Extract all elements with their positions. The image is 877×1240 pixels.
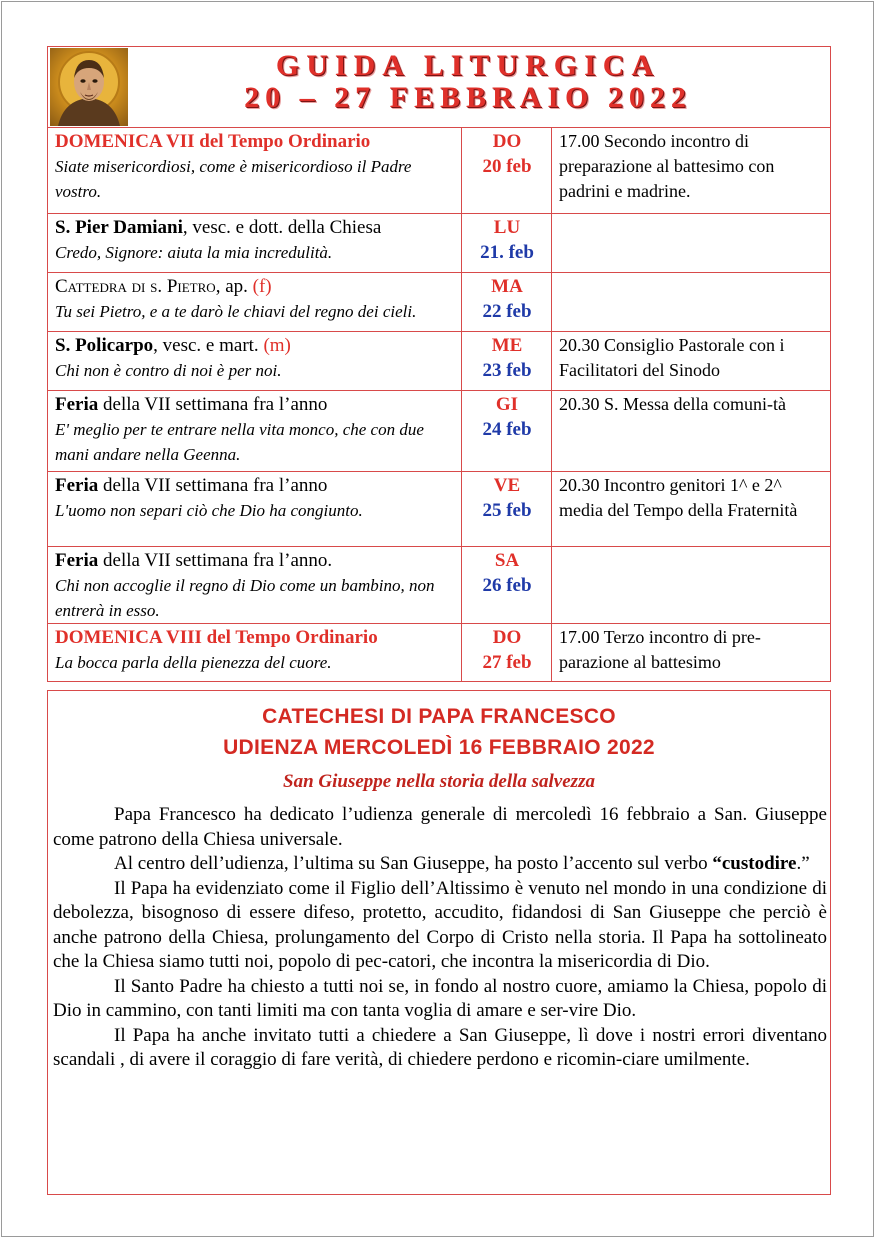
feast-rank: , vesc. e dott. della Chiesa — [182, 217, 382, 238]
event-cell — [552, 214, 831, 273]
paragraph: Il Santo Padre ha chiesto a tutti noi se, in fondo al nostro cuore, amiamo la Chiesa, popolo di Dio in cammino, con tanti limiti ma con tanta voglia di amare e ser-vire Dio. — [53, 975, 827, 1021]
feast-rank: , ap. — [215, 276, 248, 297]
saint-francis-portrait-image — [50, 48, 128, 126]
udienza-heading: UDIENZA MERCOLEDÌ 16 FEBBRAIO 2022 — [223, 736, 655, 759]
feast-cell — [48, 547, 462, 624]
day-of-week: DO — [492, 627, 522, 648]
paragraph — [53, 852, 827, 877]
feast-name: DOMENICA VII del Tempo Ordinario — [55, 131, 371, 152]
day-date: 22 feb — [482, 301, 532, 322]
paragraph: Il Papa ha anche invitato tutti a chiedere a San Giuseppe, lì dove i nostri errori diventano scandali , di avere il coraggio di fare verità, di chiedere perdono e ricomin-ciare umilmente. — [53, 1024, 827, 1070]
day-of-week: MA — [491, 276, 523, 297]
day-cell — [462, 332, 552, 391]
event-cell: 20.30 Consiglio Pastorale con i Facilitatori del Sinodo — [552, 332, 831, 391]
feast-tag: (f) — [247, 276, 272, 297]
day-date: 27 feb — [482, 652, 532, 673]
event-cell: 17.00 Secondo incontro di preparazione al battesimo con padrini e madrine. — [552, 128, 831, 214]
feast-cell — [48, 273, 462, 332]
day-cell — [462, 128, 552, 214]
feast-rank: della VII settimana fra l’anno — [98, 394, 328, 415]
day-date: 25 feb — [482, 500, 532, 521]
liturgical-calendar-table — [47, 127, 831, 682]
feast-rank: della VII settimana fra l’anno — [98, 475, 328, 496]
day-date: 20 feb — [482, 156, 532, 177]
day-date: 26 feb — [482, 575, 532, 596]
paragraph: Il Papa ha evidenziato come il Figlio dell’Altissimo è venuto nel mondo in una condizione di debolezza, bisognoso di essere difeso, protetto, accudito, fidandosi di San Giuseppe che perciò è anche patrono della Chiesa, prolungamento del Corpo di Cristo nella storia. Il Papa ha sottolineato che la Chiesa siamo tutti noi, popolo di pec-catori, che incontra la misericordia di Dio. — [53, 877, 827, 972]
catechesi-box — [47, 690, 831, 1195]
feast-name: Feria — [55, 394, 99, 415]
feast-cell — [48, 332, 462, 391]
day-date: 24 feb — [482, 419, 532, 440]
feast-name: S. Pier Damiani — [55, 217, 183, 238]
feast-cell — [48, 472, 462, 547]
feast-rank: , vesc. e mart. — [153, 335, 259, 356]
event-cell: 20.30 Incontro genitori 1^ e 2^ media del Tempo della Fraternità — [552, 472, 831, 547]
day-cell — [462, 273, 552, 332]
event-cell: 17.00 Terzo incontro di pre-parazione al battesimo — [552, 624, 831, 682]
feast-motto: Siate misericordiosi, come è misericordioso il Padre vostro. — [55, 157, 412, 201]
day-cell — [462, 624, 552, 682]
day-date: 23 feb — [482, 360, 532, 381]
header — [47, 46, 831, 127]
calendar-row — [48, 273, 831, 332]
calendar-row — [48, 624, 831, 682]
event-cell — [552, 547, 831, 624]
event-cell — [552, 273, 831, 332]
day-of-week: DO — [492, 131, 522, 152]
day-of-week: VE — [493, 475, 521, 496]
feast-name: Feria — [55, 550, 99, 571]
page-title: GUIDA LITURGICA — [275, 49, 661, 82]
feast-motto: L'uomo non separi ciò che Dio ha congiunto. — [55, 501, 363, 520]
calendar-row — [48, 128, 831, 214]
emphasis-word: “custodire — [712, 853, 797, 874]
paragraph-text-end: .” — [796, 853, 810, 874]
feast-motto: E' meglio per te entrare nella vita monco, che con due mani andare nella Geenna. — [55, 420, 424, 464]
feast-cell — [48, 128, 462, 214]
feast-name: Feria — [55, 475, 99, 496]
calendar-row — [48, 214, 831, 273]
feast-motto: Credo, Signore: aiuta la mia incredulità. — [55, 243, 333, 262]
day-cell — [462, 547, 552, 624]
calendar-row — [48, 472, 831, 547]
day-of-week: SA — [494, 550, 520, 571]
page-dates: 20 – 27 FEBBRAIO 2022 — [244, 81, 692, 114]
catechesi-body — [53, 803, 827, 1073]
feast-rank: della VII settimana fra l’anno. — [98, 550, 333, 571]
calendar-row — [48, 391, 831, 472]
feast-cell — [48, 214, 462, 273]
feast-motto: La bocca parla della pienezza del cuore. — [55, 653, 332, 672]
event-cell: 20.30 S. Messa della comuni-tà — [552, 391, 831, 472]
day-cell — [462, 391, 552, 472]
day-of-week: ME — [491, 335, 523, 356]
feast-motto: Chi non è contro di noi è per noi. — [55, 361, 282, 380]
feast-tag: (m) — [258, 335, 291, 356]
feast-cell — [48, 391, 462, 472]
calendar-row — [48, 332, 831, 391]
day-of-week: GI — [495, 394, 519, 415]
day-date: 21. feb — [480, 242, 534, 263]
catechesi-heading: CATECHESI DI PAPA FRANCESCO — [262, 705, 616, 728]
paragraph: Papa Francesco ha dedicato l’udienza generale di mercoledì 16 febbraio a San. Giuseppe come patrono della Chiesa universale. — [53, 804, 827, 850]
feast-cell — [48, 624, 462, 682]
day-of-week: LU — [493, 217, 521, 238]
feast-name: Cattedra di s. Pietro — [55, 276, 216, 297]
feast-name: DOMENICA VIII del Tempo Ordinario — [55, 627, 378, 648]
day-cell — [462, 214, 552, 273]
feast-name: S. Policarpo — [55, 335, 154, 356]
catechesi-subtitle: San Giuseppe nella storia della salvezza — [283, 771, 595, 792]
paragraph-text: Al centro dell’udienza, l’ultima su San Giuseppe, ha posto l’accento sul verbo — [114, 853, 713, 874]
day-cell — [462, 472, 552, 547]
feast-motto: Chi non accoglie il regno di Dio come un bambino, non entrerà in esso. — [55, 576, 435, 620]
feast-motto: Tu sei Pietro, e a te darò le chiavi del regno dei cieli. — [55, 302, 417, 321]
calendar-row — [48, 547, 831, 624]
